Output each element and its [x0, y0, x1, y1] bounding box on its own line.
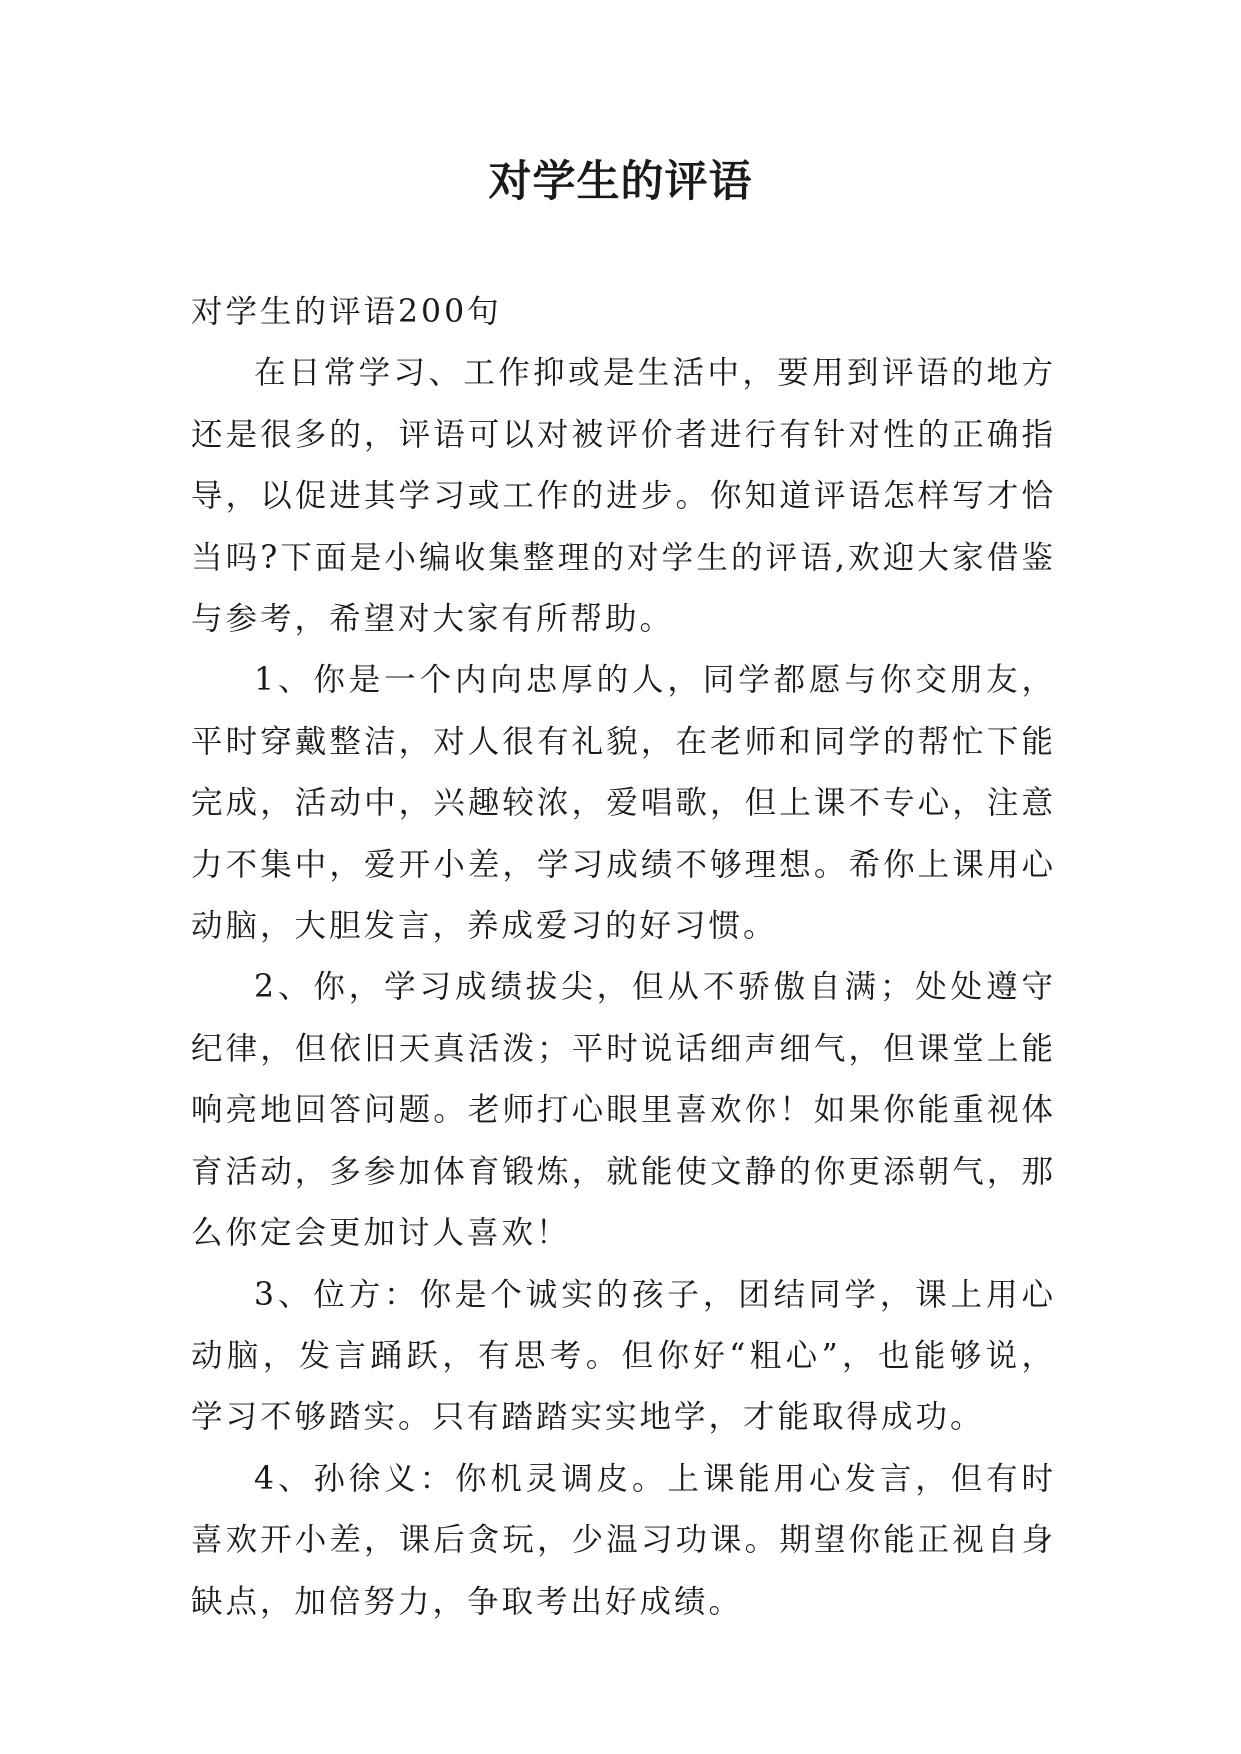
- comment-paragraph-4: 4、孙徐义：你机灵调皮。上课能用心发言，但有时喜欢开小差，课后贪玩，少温习功课。期望你能正视自身缺点，加倍努力，争取考出好成绩。: [191, 1460, 1056, 1620]
- document-body: [191, 282, 1056, 1633]
- document-title: 对学生的评语: [488, 157, 753, 207]
- comment-paragraph-3: 3、位方：你是个诚实的孩子，团结同学，课上用心动脑，发言踊跃，有思考。但你好“粗心”，也能够说，学习不够踏实。只有踏踏实实地学，才能取得成功。: [191, 1276, 1056, 1436]
- comment-paragraph-2: 2、你，学习成绩拔尖，但从不骄傲自满；处处遵守纪律，但依旧天真活泼；平时说话细声细气，但课堂上能响亮地回答问题。老师打心眼里喜欢你！如果你能重视体育活动，多参加体育锻炼，就能使文静的你更添朝气，那么你定会更加讨人喜欢！: [191, 969, 1056, 1252]
- comment-paragraph-1: 1、你是一个内向忠厚的人，同学都愿与你交朋友，平时穿戴整洁，对人很有礼貌，在老师和同学的帮忙下能完成，活动中，兴趣较浓，爱唱歌，但上课不专心，注意力不集中，爱开小差，学习成绩不够理想。希你上课用心动脑，大胆发言，养成爱习的好习惯。: [191, 662, 1056, 945]
- document-subtitle: 对学生的评语200句: [191, 294, 502, 330]
- intro-paragraph: 在日常学习、工作抑或是生活中，要用到评语的地方还是很多的，评语可以对被评价者进行有针对性的正确指导，以促进其学习或工作的进步。你知道评语怎样写才恰当吗?下面是小编收集整理的对学生的评语,欢迎大家借鉴与参考，希望对大家有所帮助。: [191, 355, 1056, 638]
